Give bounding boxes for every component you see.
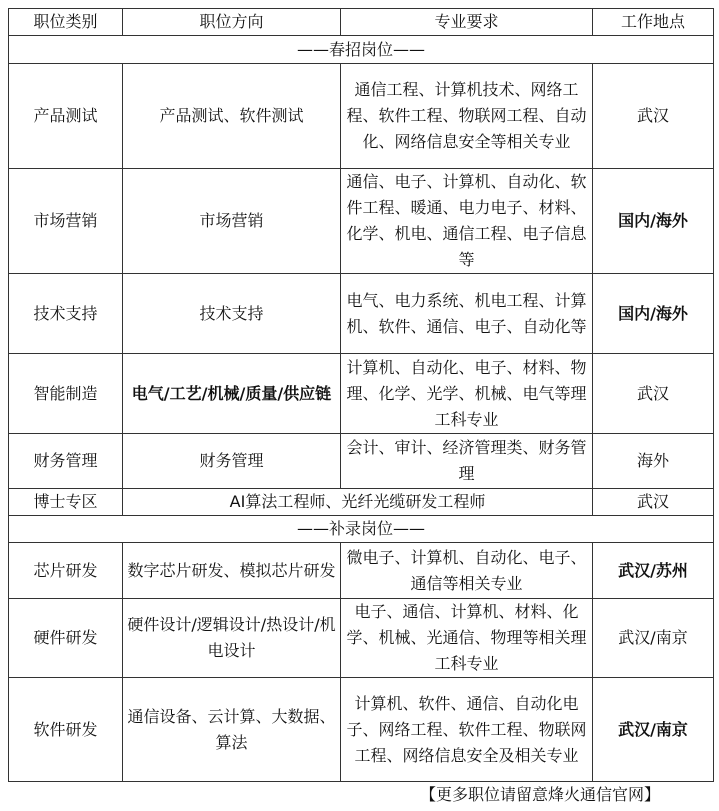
- header-cell: 工作地点: [593, 9, 714, 36]
- table-row: [9, 599, 714, 678]
- table-row: [9, 354, 714, 434]
- category-cell: 产品测试: [9, 64, 123, 169]
- category-cell: 财务管理: [9, 434, 123, 489]
- location-cell: 海外: [593, 434, 714, 489]
- header-cell: 职位类别: [9, 9, 123, 36]
- direction-cell: 通信设备、云计算、大数据、算法: [123, 678, 341, 782]
- direction-cell: 硬件设计/逻辑设计/热设计/机电设计: [123, 599, 341, 678]
- major-cell: 计算机、自动化、电子、材料、物理、化学、光学、机械、电气等理工科专业: [341, 354, 593, 434]
- table-row: [9, 678, 714, 782]
- location-cell: 武汉: [593, 489, 714, 516]
- table-row: [9, 434, 714, 489]
- category-cell: 博士专区: [9, 489, 123, 516]
- major-cell: 会计、审计、经济管理类、财务管理: [341, 434, 593, 489]
- category-cell: 市场营销: [9, 169, 123, 274]
- location-cell: 国内/海外: [593, 274, 714, 354]
- section-title: ——补录岗位——: [9, 516, 714, 543]
- location-cell: 武汉/南京: [593, 678, 714, 782]
- major-cell: 微电子、计算机、自动化、电子、通信等相关专业: [341, 543, 593, 599]
- direction-cell: AI算法工程师、光纤光缆研发工程师: [123, 489, 593, 516]
- table-row: [9, 169, 714, 274]
- direction-cell: 财务管理: [123, 434, 341, 489]
- direction-cell: 技术支持: [123, 274, 341, 354]
- table-row: [9, 489, 714, 516]
- location-cell: 武汉: [593, 354, 714, 434]
- direction-cell: 产品测试、软件测试: [123, 64, 341, 169]
- direction-cell: 数字芯片研发、模拟芯片研发: [123, 543, 341, 599]
- location-cell: 武汉/南京: [593, 599, 714, 678]
- footer-note: 【更多职位请留意烽火通信官网】: [420, 785, 661, 804]
- category-cell: 硬件研发: [9, 599, 123, 678]
- category-cell: 智能制造: [9, 354, 123, 434]
- direction-cell: 市场营销: [123, 169, 341, 274]
- major-cell: 电气、电力系统、机电工程、计算机、软件、通信、电子、自动化等: [341, 274, 593, 354]
- location-cell: 国内/海外: [593, 169, 714, 274]
- major-cell: 电子、通信、计算机、材料、化学、机械、光通信、物理等相关理工科专业: [341, 599, 593, 678]
- header-cell: 职位方向: [123, 9, 341, 36]
- positions-table: [8, 8, 714, 782]
- category-cell: 技术支持: [9, 274, 123, 354]
- location-cell: 武汉: [593, 64, 714, 169]
- category-cell: 软件研发: [9, 678, 123, 782]
- table-row: [9, 543, 714, 599]
- major-cell: 通信、电子、计算机、自动化、软件工程、暖通、电力电子、材料、化学、机电、通信工程、电子信息等: [341, 169, 593, 274]
- header-row: [9, 9, 714, 36]
- header-cell: 专业要求: [341, 9, 593, 36]
- table-row: [9, 274, 714, 354]
- category-cell: 芯片研发: [9, 543, 123, 599]
- section-title: ——春招岗位——: [9, 36, 714, 64]
- major-cell: 通信工程、计算机技术、网络工程、软件工程、物联网工程、自动化、网络信息安全等相关专业: [341, 64, 593, 169]
- direction-cell: 电气/工艺/机械/质量/供应链: [123, 354, 341, 434]
- table-row: [9, 64, 714, 169]
- major-cell: 计算机、软件、通信、自动化电子、网络工程、软件工程、物联网工程、网络信息安全及相关专业: [341, 678, 593, 782]
- location-cell: 武汉/苏州: [593, 543, 714, 599]
